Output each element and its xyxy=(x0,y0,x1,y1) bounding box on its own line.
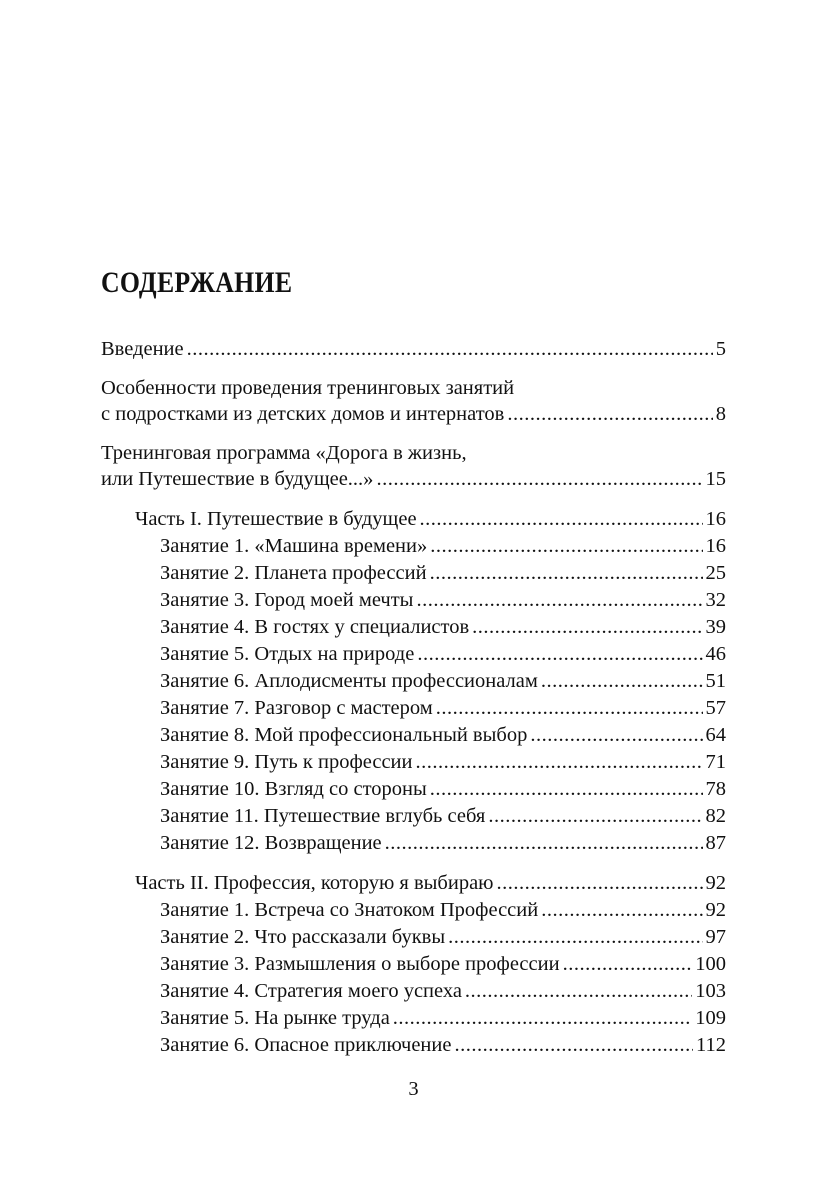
dot-leader xyxy=(417,641,702,667)
dot-leader xyxy=(420,506,703,532)
dot-leader xyxy=(541,668,703,694)
toc-entry-page: 112 xyxy=(696,1034,726,1056)
toc-entry-page: 16 xyxy=(705,535,726,557)
dot-leader xyxy=(430,776,703,802)
dot-leader xyxy=(472,614,702,640)
toc-entry-lesson[interactable] xyxy=(160,695,726,721)
toc-entry-lesson[interactable] xyxy=(160,749,726,775)
toc-entry-lesson[interactable] xyxy=(160,614,726,640)
toc-entry-page: 82 xyxy=(705,805,726,827)
toc-entry-label: Занятие 12. Возвращение xyxy=(160,832,382,854)
toc-entry-label: Занятие 1. Встреча со Знатоком Профессий xyxy=(160,899,539,921)
toc-entry-page: 92 xyxy=(705,899,726,921)
toc-entry-label: Занятие 10. Взгляд со стороны xyxy=(160,778,427,800)
toc-entry-label: Занятие 11. Путешествие вглубь себя xyxy=(160,805,486,827)
toc-entry-label: Занятие 6. Опасное приключение xyxy=(160,1034,452,1056)
toc-entry-lesson[interactable] xyxy=(160,722,726,748)
toc-entry-label: Часть I. Путешествие в будущее xyxy=(135,508,417,530)
toc-entry-lesson[interactable] xyxy=(160,978,726,1004)
toc-entry-page: 100 xyxy=(695,953,726,975)
toc-entry-page: 25 xyxy=(705,562,726,584)
dot-leader xyxy=(430,560,703,586)
toc-entry-lesson[interactable] xyxy=(160,897,726,923)
toc-entry-label: Введение xyxy=(101,338,184,360)
toc-entry-part1[interactable] xyxy=(135,506,726,532)
toc-entry-features[interactable] xyxy=(101,401,726,427)
toc-entry-label: Занятие 4. В гостях у специалистов xyxy=(160,616,470,638)
toc-entry-intro[interactable] xyxy=(101,336,726,362)
dot-leader xyxy=(541,897,702,923)
toc-entry-page: 5 xyxy=(715,338,726,360)
dot-leader xyxy=(507,401,712,427)
toc-entry-page: 32 xyxy=(705,589,726,611)
toc-entry-label: или Путешествие в будущее...» xyxy=(101,468,374,490)
dot-leader xyxy=(488,803,702,829)
toc-entry-label: Занятие 3. Размышления о выборе профессии xyxy=(160,953,560,975)
toc-entry-label: Занятие 4. Стратегия моего успеха xyxy=(160,980,462,1002)
dot-leader xyxy=(496,870,702,896)
toc-entry-label: Занятие 8. Мой профессиональный выбор xyxy=(160,724,528,746)
dot-leader xyxy=(454,1032,693,1058)
dot-leader xyxy=(393,1005,692,1031)
toc-entry-page: 87 xyxy=(705,832,726,854)
toc-entry-label: Занятие 3. Город моей мечты xyxy=(160,589,414,611)
toc-entry-lesson[interactable] xyxy=(160,776,726,802)
toc-entry-lesson[interactable] xyxy=(160,560,726,586)
toc-entry-label: с подростками из детских домов и интернатов xyxy=(101,403,505,425)
dot-leader xyxy=(430,533,702,559)
toc-entry-lesson[interactable] xyxy=(160,1005,726,1031)
toc-entry-label: Занятие 2. Планета профессий xyxy=(160,562,427,584)
toc-entry-page: 103 xyxy=(695,980,726,1002)
toc-entry-lesson[interactable] xyxy=(160,951,726,977)
toc-entry-label: Занятие 5. На рынке труда xyxy=(160,1007,390,1029)
toc-entry-lesson[interactable] xyxy=(160,924,726,950)
toc-entry-label: Часть II. Профессия, которую я выбираю xyxy=(135,872,494,894)
toc-entry-lesson[interactable] xyxy=(160,533,726,559)
toc-entry-page: 8 xyxy=(715,403,726,425)
toc-entry-page: 51 xyxy=(705,670,726,692)
toc-entry-page: 46 xyxy=(705,643,726,665)
toc-entry-part2[interactable] xyxy=(135,870,726,896)
toc-entry-lesson[interactable] xyxy=(160,803,726,829)
toc-entry-program-line1[interactable]: Тренинговая программа «Дорога в жизнь, xyxy=(101,442,467,464)
page-title: СОДЕРЖАНИЕ xyxy=(101,266,293,299)
dot-leader xyxy=(530,722,702,748)
toc-entry-page: 57 xyxy=(705,697,726,719)
toc-entry-lesson[interactable] xyxy=(160,668,726,694)
toc-entry-label: Занятие 6. Аплодисменты профессионалам xyxy=(160,670,538,692)
toc-entry-label: Занятие 1. «Машина времени» xyxy=(160,535,428,557)
toc-entry-features-line1[interactable]: Особенности проведения тренинговых занятий xyxy=(101,377,515,399)
dot-leader xyxy=(436,695,703,721)
toc-entry-lesson[interactable] xyxy=(160,587,726,613)
toc-entry-page: 78 xyxy=(705,778,726,800)
toc-entry-page: 39 xyxy=(705,616,726,638)
toc-entry-page: 97 xyxy=(705,926,726,948)
page-number: 3 xyxy=(408,1078,419,1100)
dot-leader xyxy=(416,749,703,775)
toc-entry-page: 92 xyxy=(705,872,726,894)
toc-entry-page: 71 xyxy=(705,751,726,773)
toc-entry-lesson[interactable] xyxy=(160,641,726,667)
toc-entry-label: Занятие 7. Разговор с мастером xyxy=(160,697,433,719)
toc-entry-label: Занятие 5. Отдых на природе xyxy=(160,643,415,665)
dot-leader xyxy=(465,978,692,1004)
dot-leader xyxy=(416,587,702,613)
dot-leader xyxy=(385,830,703,856)
dot-leader xyxy=(187,336,713,362)
dot-leader xyxy=(448,924,702,950)
toc-entry-page: 15 xyxy=(705,468,726,490)
toc-entry-label: Занятие 9. Путь к профессии xyxy=(160,751,413,773)
toc-entry-page: 64 xyxy=(705,724,726,746)
toc-entry-lesson[interactable] xyxy=(160,1032,726,1058)
toc-entry-page: 109 xyxy=(695,1007,726,1029)
dot-leader xyxy=(376,466,702,492)
toc-entry-lesson[interactable] xyxy=(160,830,726,856)
toc-entry-page: 16 xyxy=(705,508,726,530)
dot-leader xyxy=(563,951,693,977)
toc-entry-label: Занятие 2. Что рассказали буквы xyxy=(160,926,446,948)
toc-entry-program[interactable] xyxy=(101,466,726,492)
